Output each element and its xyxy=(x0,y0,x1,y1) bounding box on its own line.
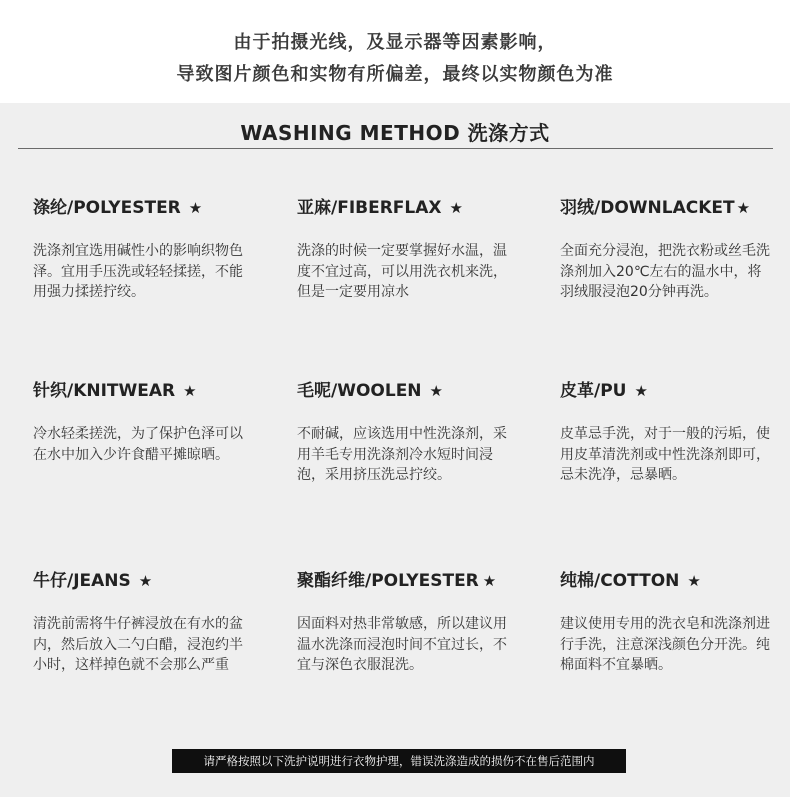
fabric-name: 针织/KNITWEAR xyxy=(33,381,176,401)
fabric-card-jeans xyxy=(33,569,248,676)
fabric-card-woolen xyxy=(297,379,512,486)
fabric-card-polyester xyxy=(33,196,248,303)
fabric-title xyxy=(560,379,775,403)
fabric-description: 冷水轻柔搓洗，为了保护色泽可以在水中加入少许食醋平摊晾晒。 xyxy=(33,426,243,463)
fabric-title xyxy=(560,196,775,220)
fabric-name: 毛呢/WOOLEN xyxy=(297,381,422,401)
color-notice xyxy=(0,0,790,103)
fabric-description: 清洗前需将牛仔裤浸放在有水的盆内，然后放入二勺白醋，浸泡约半小时，这样掉色就不会那么严重 xyxy=(33,616,243,673)
fabric-card-cotton xyxy=(560,569,775,676)
star-icon: ★ xyxy=(449,199,463,217)
fabric-title xyxy=(33,569,248,593)
title-divider xyxy=(18,148,773,149)
fabric-name: 聚酯纤维/POLYESTER xyxy=(297,571,479,591)
fabric-description: 洗涤剂宜选用碱性小的影响织物色泽。宜用手压洗或轻轻揉搓，不能用强力揉搓拧绞。 xyxy=(33,243,243,300)
fabric-name: 涤纶/POLYESTER xyxy=(33,198,181,218)
fabric-title xyxy=(297,379,512,403)
fabric-description: 建议使用专用的洗衣皂和洗涤剂进行手洗，注意深浅颜色分开洗。纯棉面料不宜暴晒。 xyxy=(560,616,770,673)
washing-method-section xyxy=(0,103,790,797)
star-icon: ★ xyxy=(736,199,751,217)
fabric-card-polyester-fiber xyxy=(297,569,512,676)
fabric-description: 不耐碱，应该选用中性洗涤剂，采用羊毛专用洗涤剂冷水短时间浸泡，采用挤压洗忌拧绞。 xyxy=(297,426,507,483)
fabric-name: 羽绒/DOWNLACKET xyxy=(560,198,735,218)
star-icon: ★ xyxy=(138,572,153,590)
fabric-card-fiberflax xyxy=(297,196,512,303)
fabric-card-knitwear xyxy=(33,379,248,465)
star-icon: ★ xyxy=(188,199,203,217)
star-icon: ★ xyxy=(429,382,443,400)
fabric-name: 亚麻/FIBERFLAX xyxy=(297,198,442,218)
fabric-name: 纯棉/COTTON xyxy=(560,571,680,591)
fabric-description: 因面料对热非常敏感，所以建议用温水洗涤而浸泡时间不宜过长，不宜与深色衣服混洗。 xyxy=(297,616,507,673)
fabric-title xyxy=(33,196,248,220)
fabric-name: 牛仔/JEANS xyxy=(33,571,131,591)
fabric-card-downlacket xyxy=(560,196,775,303)
fabric-description: 皮革忌手洗，对于一般的污垢，使用皮革清洗剂或中性洗涤剂即可，忌未洗净，忌暴晒。 xyxy=(560,426,770,483)
fabric-title xyxy=(297,569,512,593)
fabric-description: 全面充分浸泡，把洗衣粉或丝毛洗涤剂加入20℃左右的温水中，将羽绒服浸泡20分钟再洗。 xyxy=(560,243,770,300)
star-icon: ★ xyxy=(687,572,701,590)
star-icon: ★ xyxy=(634,382,648,400)
fabric-title xyxy=(33,379,248,403)
fabric-card-pu xyxy=(560,379,775,486)
care-warning-banner: 请严格按照以下洗护说明进行衣物护理，错误洗涤造成的损伤不在售后范围内 xyxy=(172,749,626,773)
notice-line-2: 导致图片颜色和实物有所偏差，最终以实物颜色为准 xyxy=(176,64,614,85)
star-icon: ★ xyxy=(482,572,497,590)
fabric-title xyxy=(560,569,775,593)
section-title: WASHING METHOD 洗涤方式 xyxy=(240,121,550,145)
star-icon: ★ xyxy=(183,382,197,400)
fabric-description: 洗涤的时候一定要掌握好水温，温度不宜过高，可以用洗衣机来洗，但是一定要用凉水 xyxy=(297,243,507,300)
fabric-title xyxy=(297,196,512,220)
notice-line-1: 由于拍摄光线，及显示器等因素影响， xyxy=(233,32,557,53)
fabric-name: 皮革/PU xyxy=(560,381,627,401)
